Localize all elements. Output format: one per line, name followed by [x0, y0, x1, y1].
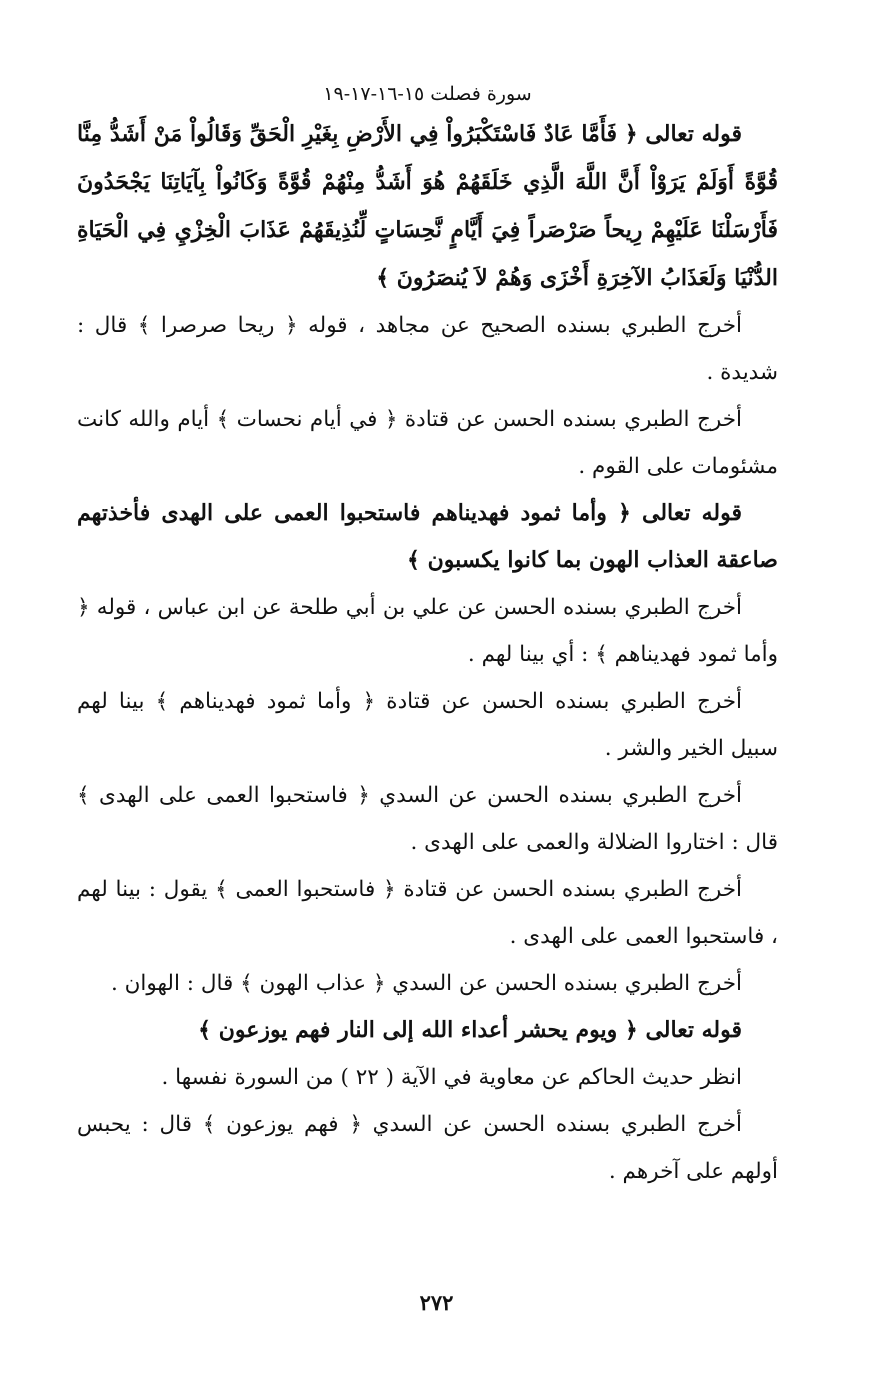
- running-head: سورة فصلت ١٥-١٦-١٧-١٩: [323, 83, 532, 105]
- commentary-paragraph-2: أخرج الطبري بسنده الحسن عن قتادة ﴿ في أيام نحسات ﴾ أيام والله كانت مشئومات على القوم .: [77, 407, 778, 479]
- commentary-paragraph-9: أخرج الطبري بسنده الحسن عن السدي ﴿ فهم يوزعون ﴾ قال : يحبس أولهم على آخرهم .: [77, 1112, 778, 1184]
- commentary-paragraph-7: أخرج الطبري بسنده الحسن عن السدي ﴿ عذاب الهون ﴾ قال : الهوان .: [110, 971, 742, 996]
- commentary-paragraph-1: أخرج الطبري بسنده الصحيح عن مجاهد ، قوله ﴿ ريحا صرصرا ﴾ قال : شديدة .: [77, 313, 778, 385]
- page-number: ٢٧٢: [419, 1290, 454, 1315]
- commentary-paragraph-3: أخرج الطبري بسنده الحسن عن علي بن أبي طلحة عن ابن عباس ، قوله ﴿ وأما ثمود فهديناهم ﴾ : أي بينا لهم .: [77, 595, 778, 667]
- verse-heading-1: قوله تعالى ﴿ فَأَمَّا عَادٌ فَاسْتَكْبَرُواْ فِي الأَرْضِ بِغَيْرِ الْحَقِّ وَقَالُواْ مَنْ أَشَدُّ مِنَّا قُوَّةً أَوَلَمْ يَرَوْاْ أَنَّ اللَّهَ الَّذِي خَلَقَهُمْ هُوَ أَشَدُّ مِنْهُمْ قُوَّةً وَكَانُواْ بِآيَاتِنَا يَجْحَدُونَ فَأَرْسَلْنَا عَلَيْهِمْ رِيحاً صَرْصَراً فِيَ أَيَّامٍ نَّحِسَاتٍ لِّنُذِيقَهُمْ عَذَابَ الْخِزْيِ فِي الْحَيَاةِ الدُّنْيَا وَلَعَذَابُ الآخِرَةِ أَخْزَى وَهُمْ لاَ يُنصَرُونَ ﴾: [77, 121, 778, 291]
- verse-heading-2: قوله تعالى ﴿ وأما ثمود فهديناهم فاستحبوا العمى على الهدى فأخذتهم صاعقة العذاب الهون بما كانوا يكسبون ﴾: [77, 500, 778, 573]
- commentary-paragraph-6: أخرج الطبري بسنده الحسن عن قتادة ﴿ فاستحبوا العمى ﴾ يقول : بينا لهم ، فاستحبوا العمى على الهدى .: [77, 877, 778, 949]
- commentary-paragraph-5: أخرج الطبري بسنده الحسن عن السدي ﴿ فاستحبوا العمى على الهدى ﴾ قال : اختاروا الضلالة والعمى على الهدى .: [77, 783, 778, 855]
- commentary-paragraph-4: أخرج الطبري بسنده الحسن عن قتادة ﴿ وأما ثمود فهديناهم ﴾ بينا لهم سبيل الخير والشر .: [77, 689, 778, 761]
- verse-heading-3: قوله تعالى ﴿ ويوم يحشر أعداء الله إلى النار فهم يوزعون ﴾: [198, 1017, 742, 1043]
- commentary-paragraph-8: انظر حديث الحاكم عن معاوية في الآية ( ٢٢ ) من السورة نفسها .: [161, 1065, 742, 1090]
